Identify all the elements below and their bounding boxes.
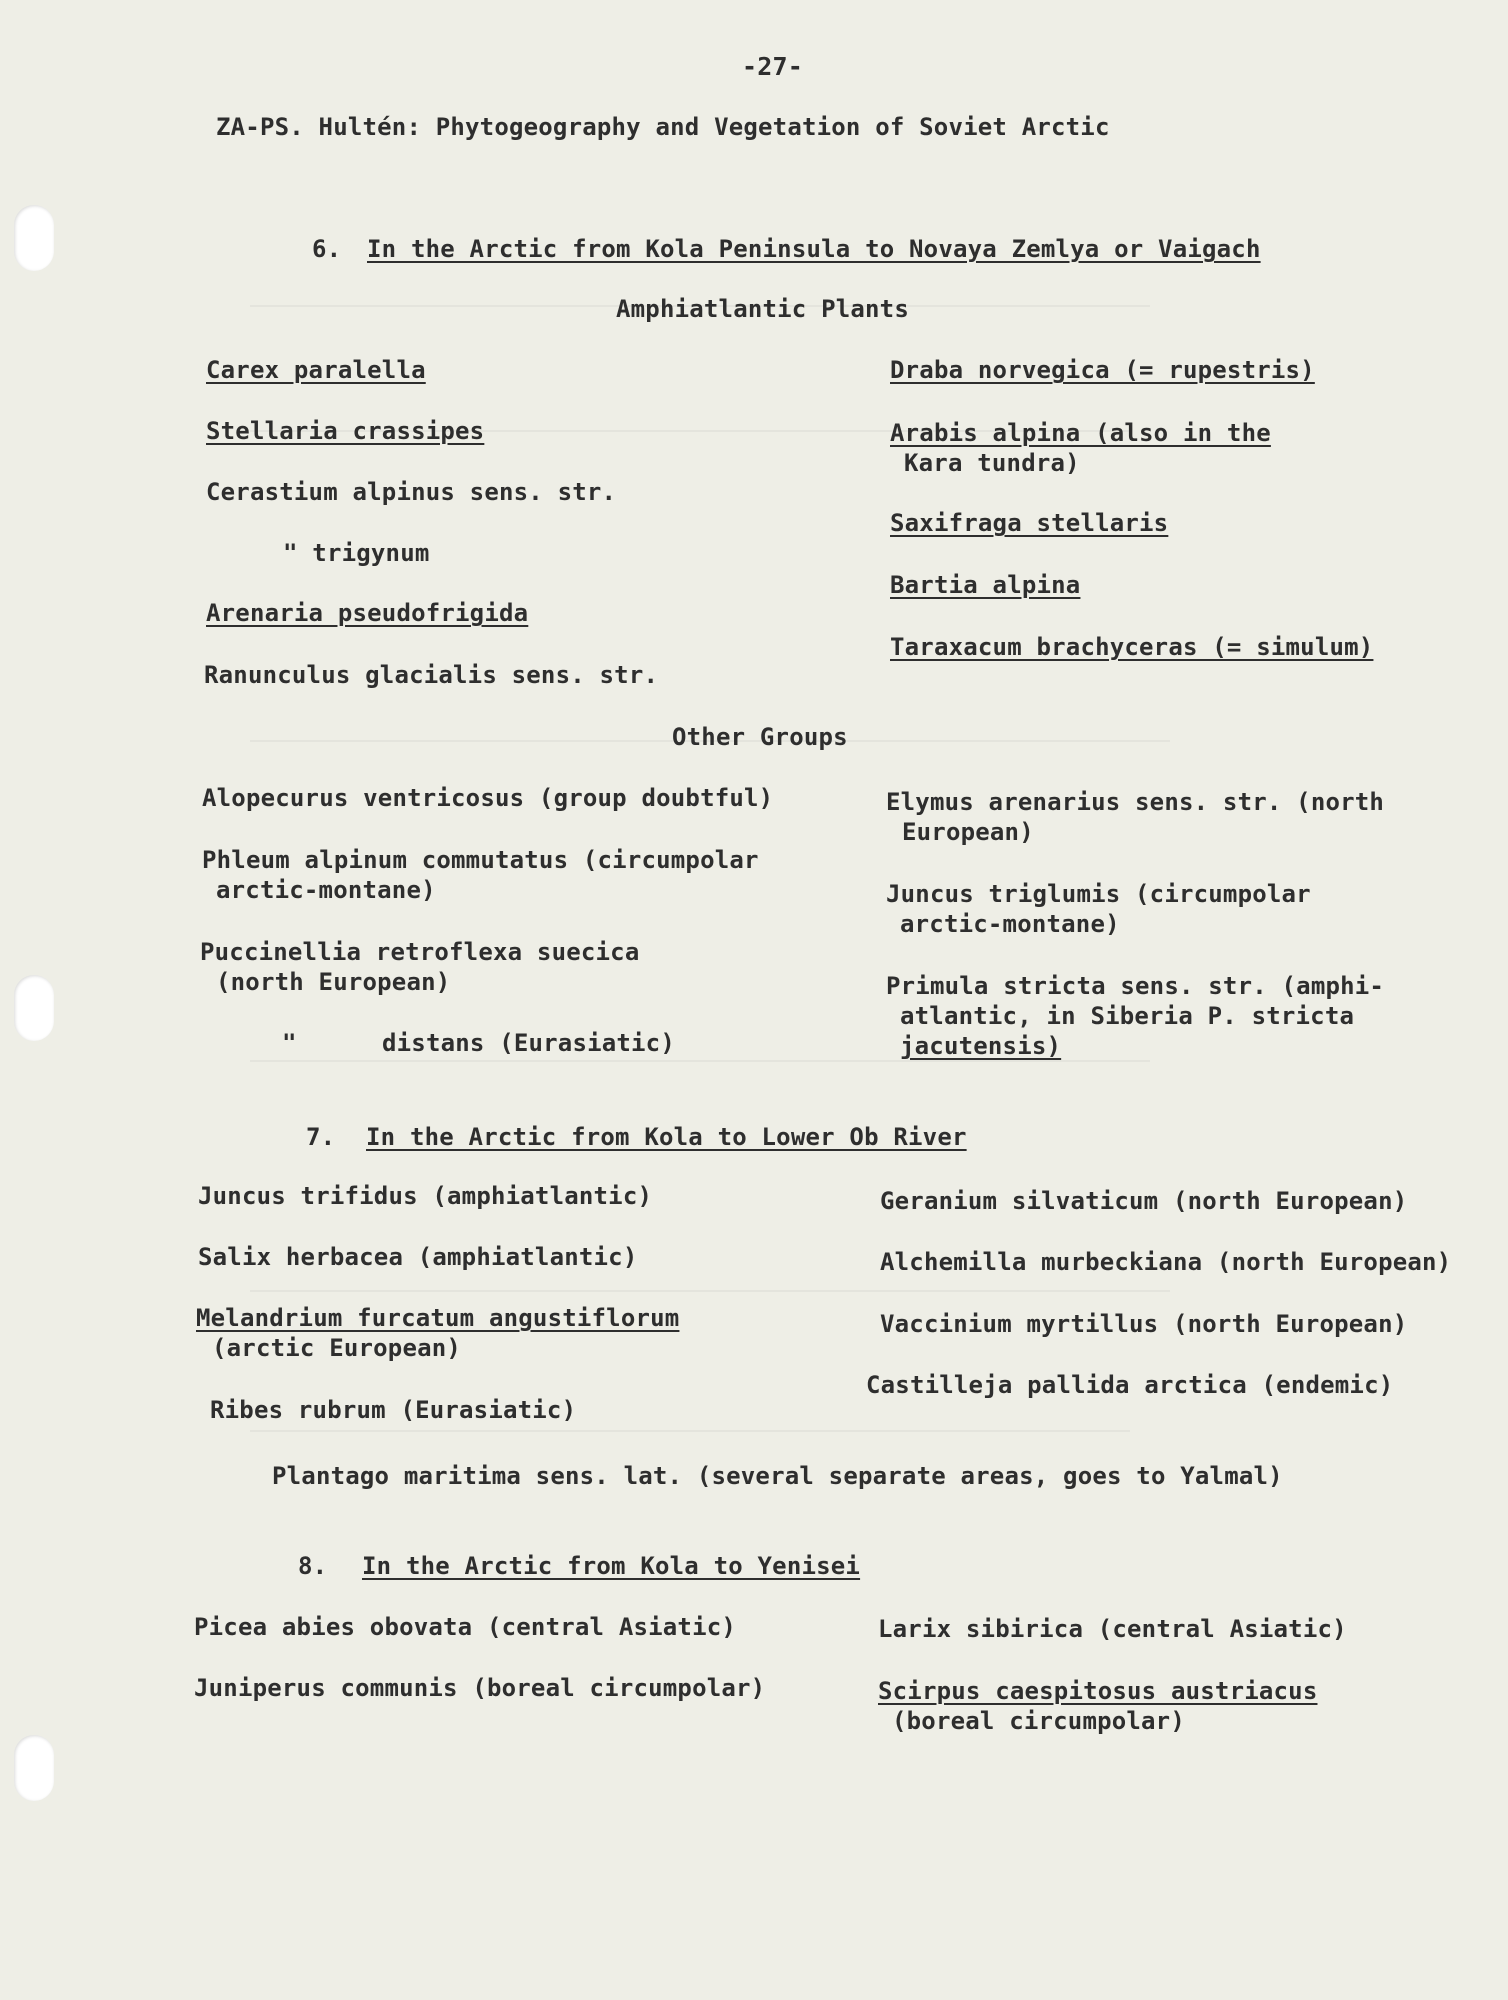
species-item-continued: (arctic European) [212,1334,462,1362]
species-item: Larix sibirica (central Asiatic) [878,1615,1347,1643]
species-item-continued: arctic-montane) [216,876,436,904]
section-6-title: In the Arctic from Kola Peninsula to Novaya Zemlya or Vaigach [367,235,1261,263]
species-item: Arabis alpina (also in the [890,419,1271,447]
species-item-continued: European) [902,818,1034,846]
species-item-centered: Plantago maritima sens. lat. (several separate areas, goes to Yalmal) [272,1462,1283,1490]
species-item: Vaccinium myrtillus (north European) [880,1310,1408,1338]
species-item: Geranium silvaticum (north European) [880,1187,1408,1215]
species-item-continued: atlantic, in Siberia P. stricta [900,1002,1355,1030]
species-item: Picea abies obovata (central Asiatic) [194,1613,737,1641]
species-item-continued: Kara tundra) [904,449,1080,477]
species-item: Cerastium alpinus sens. str. [206,478,617,506]
species-item: Puccinellia retroflexa suecica [200,938,640,966]
section-8-title: In the Arctic from Kola to Yenisei [362,1552,861,1580]
species-item: Draba norvegica (= rupestris) [890,356,1315,384]
page-number: -27- [742,52,804,81]
species-item: Alopecurus ventricosus (group doubtful) [202,784,774,812]
species-item: Stellaria crassipes [206,417,485,445]
section-8-number: 8. [298,1552,328,1580]
species-item-continued: (north European) [216,968,451,996]
species-item: Juniperus communis (boreal circumpolar) [194,1674,766,1702]
species-item: Scirpus caespitosus austriacus [878,1677,1318,1705]
punch-hole [14,1735,54,1801]
species-item: Primula stricta sens. str. (amphi- [886,972,1385,1000]
punch-hole [14,205,54,271]
species-item: Bartia alpina [890,571,1081,599]
species-item: Salix herbacea (amphiatlantic) [198,1243,638,1271]
species-item: Taraxacum brachyceras (= simulum) [890,633,1374,661]
species-item: Arenaria pseudofrigida [206,599,529,627]
species-item: distans (Eurasiatic) [382,1029,675,1057]
species-item-continued: arctic-montane) [900,910,1120,938]
subheading-other-groups: Other Groups [672,723,848,751]
species-item: Castilleja pallida arctica (endemic) [866,1371,1394,1399]
running-header: ZA-PS. Hultén: Phytogeography and Vegetation of Soviet Arctic [216,113,1110,141]
species-item-continued: (boreal circumpolar) [892,1707,1185,1735]
species-item: Ranunculus glacialis sens. str. [204,661,659,689]
ditto-mark: " [282,1029,297,1057]
section-7-number: 7. [306,1123,336,1151]
species-item: Elymus arenarius sens. str. (north [886,788,1385,816]
species-item: Phleum alpinum commutatus (circumpolar [202,846,759,874]
species-item-continued: jacutensis) [900,1032,1062,1060]
subheading-amphiatlantic: Amphiatlantic Plants [616,295,909,323]
species-item: Carex paralella [206,356,426,384]
species-item: Saxifraga stellaris [890,509,1169,537]
species-item: Alchemilla murbeckiana (north European) [880,1248,1452,1276]
species-item: Ribes rubrum (Eurasiatic) [210,1396,577,1424]
punch-hole [14,975,54,1041]
species-item: " trigynum [283,539,430,567]
section-6-number: 6. [312,235,342,263]
species-item: Juncus triglumis (circumpolar [886,880,1311,908]
species-item: Melandrium furcatum angustiflorum [196,1304,680,1332]
species-item: Juncus trifidus (amphiatlantic) [198,1182,653,1210]
section-7-title: In the Arctic from Kola to Lower Ob River [366,1123,967,1151]
